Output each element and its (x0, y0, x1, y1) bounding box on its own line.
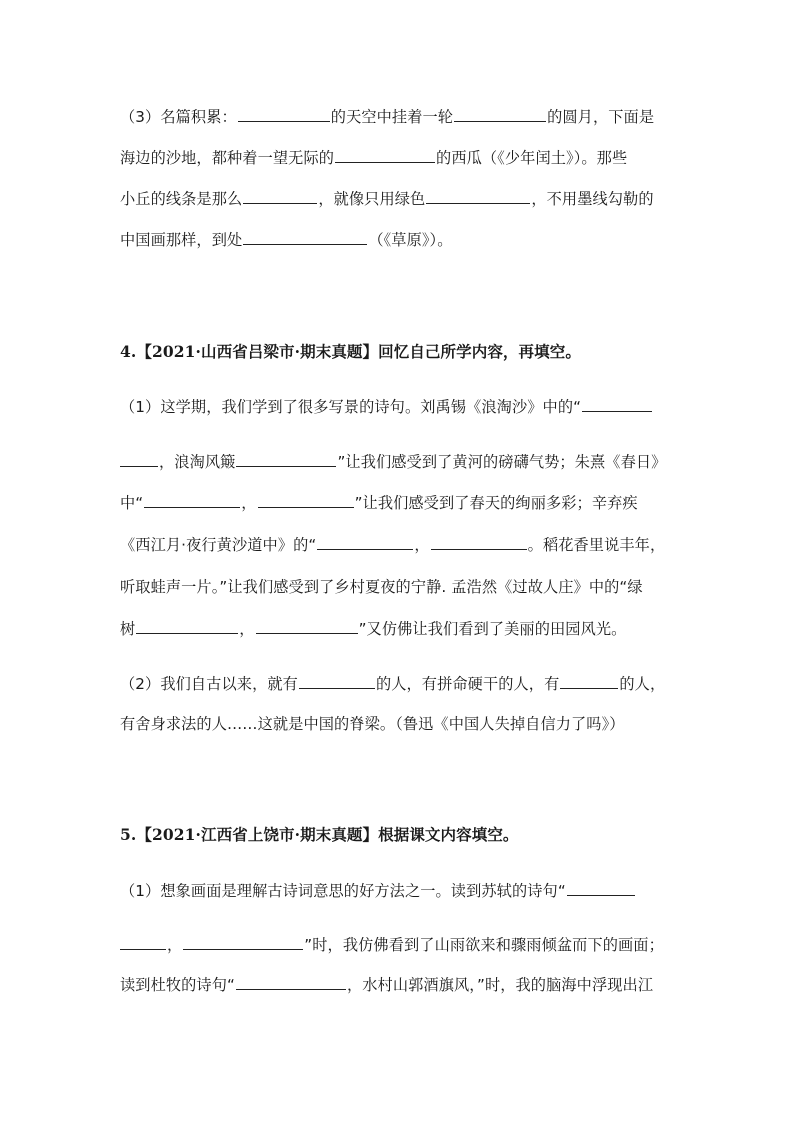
q4-p1-line-3: 中“ ， ”让我们感受到了春天的绚丽多彩；辛弃疾 (120, 494, 638, 512)
q4-p1-line-1: （1）这学期，我们学到了很多写景的诗句。刘禹锡《浪淘沙》中的“ (120, 396, 653, 418)
answer-blank[interactable] (582, 397, 652, 412)
question-5-title: 5.【2021·江西省上饶市·期末真题】根据课文内容填空。 (120, 825, 519, 844)
q3-line-2: 海边的沙地，都种着一望无际的 的西瓜（《少年闰土》）。那些 (120, 149, 628, 167)
q4-p1-line-5: 听取蛙声一片。”让我们感受到了乡村夏夜的宁静. 孟浩然《过故人庄》中的“绿 (120, 578, 643, 596)
q5-p1-line-2: ， ”时，我仿佛看到了山雨欲来和骤雨倾盆而下的画面； (120, 934, 664, 956)
q3-line-3: 小丘的线条是那么 ，就像只用绿色 ，不用墨线勾勒的 (120, 190, 654, 208)
q4-p1-line-2: ，浪淘风簸 ”让我们感受到了黄河的磅礴气势；朱熹《春日》 (120, 451, 666, 473)
answer-blank[interactable] (236, 452, 336, 467)
answer-blank[interactable] (258, 493, 354, 508)
q4-p1-line-6: 树 ， ”又仿佛让我们看到了美丽的田园风光。 (120, 620, 627, 638)
answer-blank[interactable] (120, 452, 158, 467)
answer-blank[interactable] (243, 230, 367, 245)
answer-blank[interactable] (236, 975, 346, 990)
answer-blank[interactable] (567, 881, 635, 896)
answer-blank[interactable] (431, 535, 527, 550)
answer-blank[interactable] (256, 619, 358, 634)
q4-p1-line-4: 《西江月·夜行黄沙道中》的“ ， 。稻花香里说丰年， (120, 536, 666, 554)
question-4-title: 4.【2021·山西省吕梁市·期末真题】回忆自己所学内容，再填空。 (120, 342, 581, 361)
answer-blank[interactable] (120, 935, 166, 950)
answer-blank[interactable] (243, 189, 317, 204)
answer-blank[interactable] (144, 493, 240, 508)
answer-blank[interactable] (299, 674, 375, 689)
q5-p1-line-3: 读到杜牧的诗句“ ，水村山郭酒旗风，”时，我的脑海中浮现出江 (120, 976, 654, 994)
q3-line-4: 中国画那样，到处 （《草原》）。 (120, 231, 453, 249)
q3-line-1: （3）名篇积累： 的天空中挂着一轮 的圆月，下面是 (120, 108, 655, 126)
answer-blank[interactable] (454, 107, 546, 122)
answer-blank[interactable] (426, 189, 530, 204)
answer-blank[interactable] (136, 619, 238, 634)
answer-blank[interactable] (560, 674, 618, 689)
answer-blank[interactable] (183, 935, 303, 950)
q4-p2-line-2: 有舍身求法的人……这就是中国的脊梁。（鲁迅《中国人失掉自信力了吗》） (120, 715, 625, 733)
answer-blank[interactable] (335, 148, 435, 163)
answer-blank[interactable] (238, 107, 330, 122)
answer-blank[interactable] (317, 535, 413, 550)
q4-p2-line-1: （2）我们自古以来，就有 的人，有拼命硬干的人，有 的人， (120, 675, 666, 693)
q5-p1-line-1: （1）想象画面是理解古诗词意思的好方法之一。读到苏轼的诗句“ (120, 880, 636, 902)
